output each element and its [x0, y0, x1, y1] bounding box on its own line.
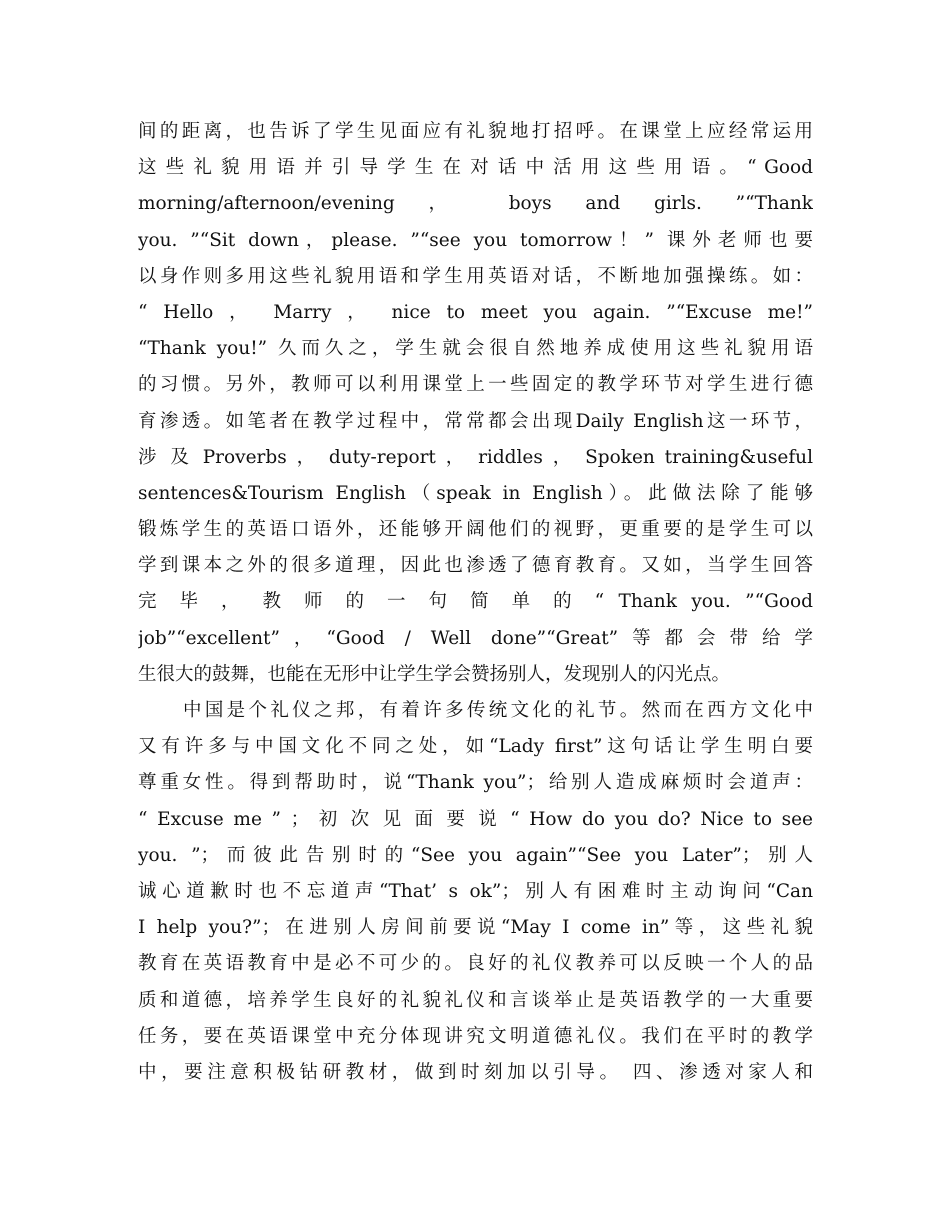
- text-line-14: 完 毕 ， 教 师 的 一 句 简 单 的 “ Thank you. ”“Good: [138, 591, 813, 613]
- text-line-12: 锻炼学生的英语口语外，还能够开阔他们的视野，更重要的是学生可以: [138, 519, 813, 541]
- text-line-24: 教育在英语教育中是必不可少的。良好的礼仪教养可以反映一个人的品: [138, 953, 813, 975]
- text-line-2: 这 些 礼 貌 用 语 并 引 导 学 生 在 对 话 中 活 用 这 些 用 语 。 “ Good: [138, 157, 813, 179]
- text-line-10: 涉 及 Proverbs ， duty-report ， riddles ， Spoken training&useful: [138, 446, 813, 468]
- text-line-21: you. ”；而彼此告别时的“See you again”“See you Later”；别人: [138, 844, 813, 866]
- document-body: [138, 114, 813, 1091]
- text-line-11: sentences&Tourism English（speak in English）。此做法除了能够: [138, 482, 813, 504]
- text-line-20: “ Excuse me ” ； 初 次 见 面 要 说 “ How do you do? Nice to see: [138, 808, 813, 830]
- text-line-16: 生很大的鼓舞，也能在无形中让学生学会赞扬别人，发现别人的闪光点。: [138, 663, 731, 685]
- text-line-19: 尊重女性。得到帮助时，说“Thank you”；给别人造成麻烦时会道声：: [138, 772, 813, 794]
- text-line-6: “ Hello ， Marry ， nice to meet you again. ”“Excuse me!”: [138, 301, 813, 323]
- text-line-17: 中国是个礼仪之邦，有着许多传统文化的礼节。然而在西方文化中: [183, 700, 813, 721]
- text-line-18: 又有许多与中国文化不同之处，如“Lady first”这句话让学生明白要: [138, 736, 813, 758]
- text-line-22: 诚心道歉时也不忘道声“That’ s ok”；别人有困难时主动询问“Can: [138, 880, 813, 902]
- text-line-25: 质和道德，培养学生良好的礼貌礼仪和言谈举止是英语教学的一大重要: [138, 989, 813, 1011]
- text-line-5: 以身作则多用这些礼貌用语和学生用英语对话，不断地加强操练。如：: [138, 265, 813, 287]
- text-line-23: I help you?”；在进别人房间前要说“May I come in”等，这些礼貌: [138, 917, 813, 939]
- text-line-1: 间的距离，也告诉了学生见面应有礼貌地打招呼。在课堂上应经常运用: [138, 121, 813, 142]
- text-line-7: “Thank you!” 久而久之，学生就会很自然地养成使用这些礼貌用语: [138, 338, 813, 360]
- text-line-8: 的习惯。另外，教师可以利用课堂上一些固定的教学环节对学生进行德: [138, 374, 813, 396]
- text-line-13: 学到课本之外的很多道理，因此也渗透了德育教育。又如，当学生回答: [138, 555, 813, 577]
- text-line-4: you. ”“Sit down，please. ”“see you tomorrow！” 课外老师也要: [138, 229, 813, 251]
- text-line-15: job”“excellent”，“Good / Well done”“Great”等都会带给学: [138, 627, 813, 649]
- text-line-27: 中，要注意积极钻研教材，做到时刻加以引导。 四、渗透对家人和: [138, 1061, 813, 1083]
- text-line-3: morning/afternoon/evening ， boys and girls. ”“Thank: [138, 193, 813, 215]
- text-line-26: 任务，要在英语课堂中充分体现讲究文明道德礼仪。我们在平时的教学: [138, 1025, 813, 1047]
- text-line-9: 育渗透。如笔者在教学过程中，常常都会出现Daily English这一环节，: [138, 410, 813, 432]
